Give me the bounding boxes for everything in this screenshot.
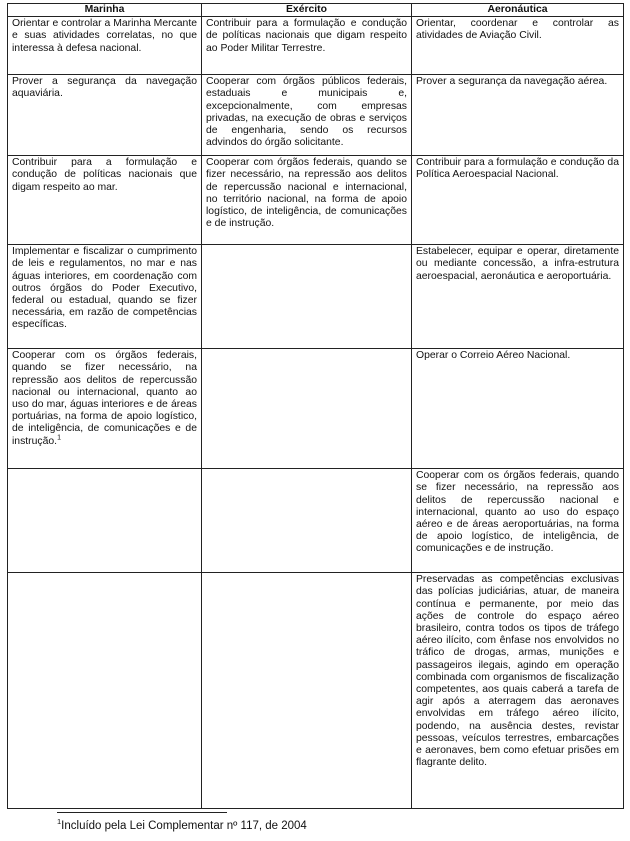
cell-aeronautica: Cooperar com os órgãos federais, quando se fizer necessário, na repressão aos delitos de repercussão nacional e internacional, quanto ao uso do espaço aéreo e de áreas aeroportuárias, na forma de apoio logístico, de inteligência, de comunicações e de instrução. xyxy=(412,469,624,573)
footnote-number: 1 xyxy=(57,817,62,827)
cell-marinha xyxy=(8,573,202,809)
table-row xyxy=(8,245,624,349)
cell-marinha: Prover a segurança da navegação aquaviária. xyxy=(8,75,202,156)
table-row xyxy=(8,469,624,573)
cell-aeronautica: Contribuir para a formulação e condução da Política Aeroespacial Nacional. xyxy=(412,156,624,245)
cell-exercito xyxy=(202,469,412,573)
cell-marinha: Orientar e controlar a Marinha Mercante e suas atividades correlatas, no que interessa à defesa nacional. xyxy=(8,17,202,75)
footnote-ref: 1 xyxy=(57,434,61,442)
competencies-table xyxy=(7,3,624,809)
table-row xyxy=(8,75,624,156)
table-header-row xyxy=(8,4,624,17)
cell-marinha-text: Cooperar com os órgãos federais, quando se fizer necessário, na repressão aos delitos de repercussão nacional ou internacional, quanto ao uso do mar, águas interiores e de áreas portuárias, na forma de apoio logístico, de inteligência, de comunicações e de instrução. xyxy=(12,350,197,447)
cell-exercito: Cooperar com órgãos públicos federais, estaduais e municipais e, excepcionalmente, com empresas privadas, na execução de obras e serviços de engenharia, sendo os recursos advindos do órgão solicitante. xyxy=(202,75,412,156)
table-row xyxy=(8,573,624,809)
table-row xyxy=(8,156,624,245)
cell-exercito xyxy=(202,573,412,809)
footnote xyxy=(57,817,307,832)
cell-aeronautica: Orientar, coordenar e controlar as atividades de Aviação Civil. xyxy=(412,17,624,75)
cell-aeronautica: Operar o Correio Aéreo Nacional. xyxy=(412,349,624,469)
footnote-divider xyxy=(57,812,227,813)
cell-exercito xyxy=(202,245,412,349)
footnote-text: Incluído pela Lei Complementar nº 117, de 2004 xyxy=(61,820,307,832)
table-row xyxy=(8,349,624,469)
cell-marinha: Contribuir para a formulação e condução de políticas nacionais que digam respeito ao mar. xyxy=(8,156,202,245)
cell-aeronautica: Preservadas as competências exclusivas das polícias judiciárias, atuar, de maneira contínua e permanente, por meio das ações de controle do espaço aéreo brasileiro, contra todos os tipos de tráfego aéreo ilícito, com ênfase nos envolvidos no tráfico de drogas, armas, munições e passageiros ilegais, agindo em operação combinada com organismos de fiscalização competentes, aos quais caberá a tarefa de agir após a aterragem das aeronaves envolvidas em tráfego aéreo ilícito, podendo, na ausência destes, revistar pessoas, veículos terrestres, embarcações e aeronaves, bem como efetuar prisões em flagrante delito. xyxy=(412,573,624,809)
table-row xyxy=(8,17,624,75)
cell-marinha: Implementar e fiscalizar o cumprimento de leis e regulamentos, no mar e nas águas interiores, em coordenação com outros órgãos do Poder Executivo, federal ou estadual, quando se fizer necessária, em razão de competências específicas. xyxy=(8,245,202,349)
cell-exercito: Cooperar com órgãos federais, quando se fizer necessário, na repressão aos delitos de repercussão nacional e internacional, no território nacional, na forma de apoio logístico, de inteligência, de comunicações e de instrução. xyxy=(202,156,412,245)
cell-exercito: Contribuir para a formulação e condução de políticas nacionais que digam respeito ao Poder Militar Terrestre. xyxy=(202,17,412,75)
cell-marinha xyxy=(8,469,202,573)
header-exercito: Exército xyxy=(202,4,412,17)
cell-aeronautica: Prover a segurança da navegação aérea. xyxy=(412,75,624,156)
cell-aeronautica: Estabelecer, equipar e operar, diretamente ou mediante concessão, a infra-estrutura aeroespacial, aeronáutica e aeroportuária. xyxy=(412,245,624,349)
header-aeronautica: Aeronáutica xyxy=(412,4,624,17)
cell-exercito xyxy=(202,349,412,469)
header-marinha: Marinha xyxy=(8,4,202,17)
cell-marinha xyxy=(8,349,202,469)
